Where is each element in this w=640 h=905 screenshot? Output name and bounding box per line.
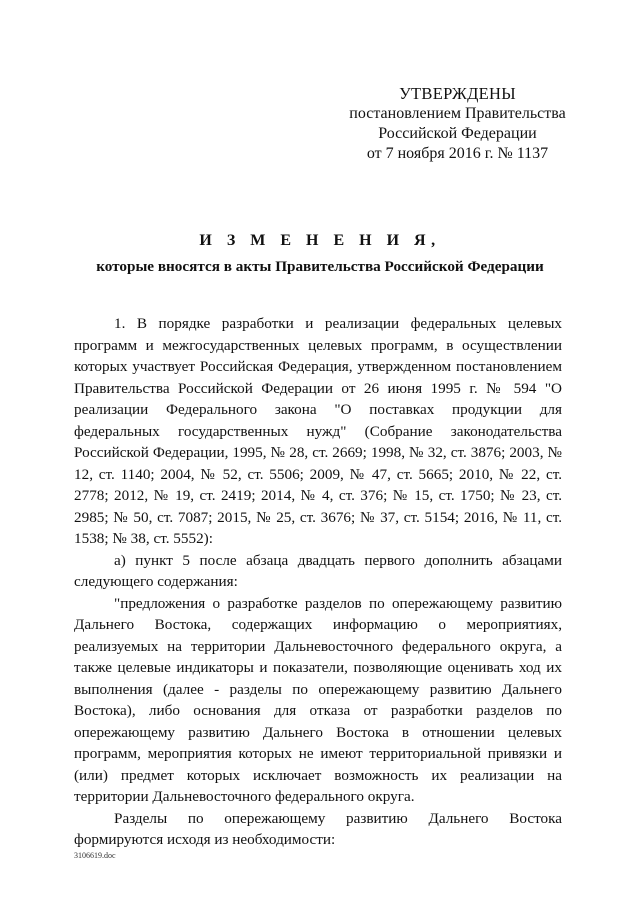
approval-line-federation: Российской Федерации (378, 125, 537, 142)
approval-title: УТВЕРЖДЕНЫ (399, 84, 516, 103)
approval-line-decree: постановлением Правительства (349, 105, 566, 122)
document-title: И З М Е Н Е Н И Я, (199, 232, 441, 249)
paragraph-2: а) пункт 5 после абзаца двадцать первого дополнить абзацами следующего содержания: (74, 551, 562, 590)
paragraph-3: "предложения о разработке разделов по опережающему развитию Дальнего Востока, содержащих информацию о мероприятиях, реализуемых на территории Дальневосточного федерального округа, а также целевые индикаторы и показатели, позволяющие оценивать ход их выполнения (далее - разделы по опережающему развитию Дальнего Востока), либо основания для отказа от разработки разделов по опережающему развитию Дальнего Востока в отношении целевых программ, мероприятия которых не имеют территориальной привязки и (или) предмет которых исключает возможность их реализации на территории Дальневосточного федерального округа. (74, 594, 562, 805)
paragraph-1: 1. В порядке разработки и реализации федеральных целевых программ и межгосударственных целевых программ, в осуществлении которых участвует Российская Федерация, утвержденном постановлением Правительства Российской Федерации от 26 июня 1995 г. № 594 "О реализации Федерального закона "О поставках продукции для федеральных государственных нужд" (Собрание законодательства Российской Федерации, 1995, № 28, ст. 2669; 1998, № 32, ст. 3876; 2003, № 12, ст. 1140; 2004, № 52, ст. 5506; 2009, № 47, ст. 5665; 2010, № 22, ст. 2778; 2012, № 19, ст. 2419; 2014, № 4, ст. 376; № 15, ст. 1750; № 23, ст. 2985; № 50, ст. 7087; 2015, № 25, ст. 3676; № 37, ст. 5154; 2016, № 11, ст. 1538; № 38, ст. 5552): (74, 315, 562, 547)
document-subtitle: которые вносятся в акты Правительства Российской Федерации (96, 258, 544, 275)
document-body (74, 313, 562, 851)
paragraph-4: Разделы по опережающему развитию Дальнего Востока формируются исходя из необходимости: (74, 809, 562, 848)
approval-stamp (330, 84, 585, 164)
approval-line-date-number: от 7 ноября 2016 г. № 1137 (366, 145, 549, 162)
document-file-code: 3106619.doc (74, 851, 116, 860)
